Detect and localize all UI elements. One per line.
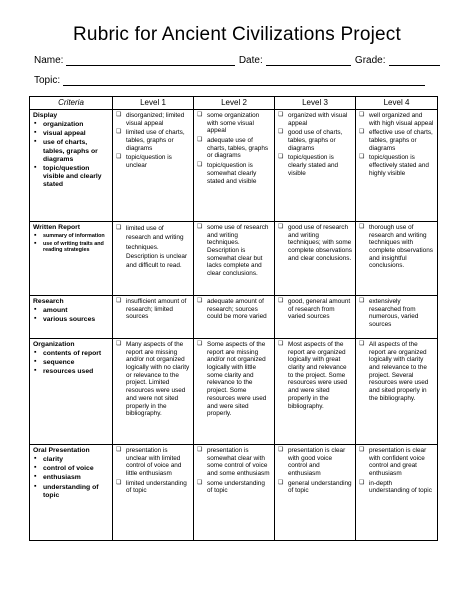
level-cell	[113, 445, 194, 541]
criteria-display	[30, 110, 113, 222]
table-row	[30, 110, 438, 222]
criteria-title: Oral Presentation	[33, 447, 90, 454]
checkbox-item: ❏ good use of research and writing techniques; with some complete observations and clear conclusions.	[288, 224, 352, 262]
checkbox-item: ❏ effective use of charts, tables, graphs or diagrams	[369, 129, 434, 152]
level-cell	[275, 110, 356, 222]
date-field[interactable]	[266, 56, 351, 66]
checkbox-item: ❏ limited use of research and writing techniques. Description is unclear and difficult to read.	[126, 224, 190, 270]
checkbox-item: ❏ presentation is clear with good voice control and enthusiasm	[288, 447, 352, 478]
criteria-bullet: ▪ various sources	[43, 316, 109, 324]
table-row	[30, 222, 438, 296]
criteria-title: Display	[33, 112, 58, 119]
topic-field[interactable]	[63, 76, 425, 86]
checkbox-item: ❏ presentation is somewhat clear with some control of voice and some enthusiasm	[207, 447, 271, 478]
rubric-table	[29, 96, 438, 541]
checkbox-item: ❏ topic/question is clearly stated and visible	[288, 154, 352, 177]
checkbox-item: ❏ organized with visual appeal	[288, 112, 352, 127]
name-field[interactable]	[66, 56, 234, 66]
level-cell	[275, 339, 356, 445]
level-cell	[356, 110, 438, 222]
date-label: Date:	[238, 55, 263, 66]
level-cell	[113, 110, 194, 222]
checkbox-item: ❏ some understanding of topic	[207, 480, 271, 495]
header-level-3: Level 3	[275, 97, 356, 110]
header-level-4: Level 4	[356, 97, 438, 110]
criteria-bullet: ▪ understanding of topic	[43, 484, 109, 500]
checkbox-item: ❏ disorganized; limited visual appeal	[126, 112, 190, 127]
criteria-title: Research	[33, 298, 64, 305]
criteria-bullet: ▪ clarity	[43, 456, 109, 464]
page-title: Rubric for Ancient Civilizations Project	[73, 24, 401, 45]
checkbox-item: ❏ adequate amount of research; sources could be more varied	[207, 298, 271, 321]
level-cell	[113, 339, 194, 445]
checkbox-item: ❏ some organization with some visual appeal	[207, 112, 271, 135]
level-cell	[275, 222, 356, 296]
criteria-bullet: ▪ sequence	[43, 359, 109, 367]
table-row	[30, 296, 438, 339]
checkbox-item: ❏ presentation is clear with confident voice control and great enthusiasm	[369, 447, 434, 478]
level-cell	[194, 110, 275, 222]
criteria-bullet: ▪ summary of information	[43, 233, 109, 239]
grade-label: Grade:	[354, 55, 386, 66]
level-cell	[275, 296, 356, 339]
name-label: Name:	[34, 55, 64, 66]
checkbox-item: ❏ good, general amount of research from varied sources	[288, 298, 352, 321]
level-cell	[113, 222, 194, 296]
checkbox-item: ❏ general understanding of topic	[288, 480, 352, 495]
criteria-title: Written Report	[33, 224, 81, 231]
criteria-bullet: ▪ visual appeal	[43, 130, 109, 138]
header-row	[30, 97, 438, 110]
level-cell	[275, 445, 356, 541]
checkbox-item: ❏ presentation is unclear with limited control of voice and little enthusiasm	[126, 447, 190, 478]
level-cell	[194, 222, 275, 296]
criteria-bullet: ▪ organization	[43, 121, 109, 129]
header-level-1: Level 1	[113, 97, 194, 110]
criteria-organization	[30, 339, 113, 445]
level-cell	[194, 445, 275, 541]
grade-field[interactable]	[389, 56, 441, 66]
checkbox-item: ❏ limited understanding of topic	[126, 480, 190, 495]
checkbox-item: ❏ well organized and with high visual appeal	[369, 112, 434, 127]
name-date-grade-row	[34, 55, 444, 66]
criteria-bullet: ▪ amount	[43, 307, 109, 315]
checkbox-item: ❏ limited use of charts, tables, graphs or diagrams	[126, 129, 190, 152]
table-row	[30, 445, 438, 541]
level-cell	[356, 296, 438, 339]
checkbox-item: ❏ topic/question is effectively stated and highly visible	[369, 154, 434, 177]
level-cell	[194, 339, 275, 445]
criteria-oral-presentation	[30, 445, 113, 541]
criteria-bullet: ▪ topic/question visible and clearly stated	[43, 165, 109, 189]
checkbox-item: ❏ insufficient amount of research; limited sources	[126, 298, 190, 321]
level-cell	[356, 339, 438, 445]
table-row	[30, 339, 438, 445]
checkbox-item: ❏ All aspects of the report are organized logically with clarity and relevance to the project. Several resources were used and sited properly in the bibliography.	[369, 341, 434, 403]
checkbox-item: ❏ topic/question is unclear	[126, 154, 190, 169]
criteria-bullet: ▪ use of writing traits and reading strategies	[43, 241, 109, 254]
criteria-bullet: ▪ enthusiasm	[43, 474, 109, 482]
criteria-bullet: ▪ use of charts, tables, graphs or diagrams	[43, 139, 109, 163]
checkbox-item: ❏ Many aspects of the report are missing and/or not organized logically with no clarity or relevance to the project. Limited resources were used and were not sited properly in the bibliography.	[126, 341, 190, 418]
checkbox-item: ❏ extensively researched from numerous, varied sources	[369, 298, 434, 329]
checkbox-item: ❏ Some aspects of the report are missing and/or not organized logically with little some clarity and relevance to the project. Some resources were used and were sited properly.	[207, 341, 271, 418]
level-cell	[194, 296, 275, 339]
checkbox-item: ❏ in-depth understanding of topic	[369, 480, 434, 495]
header-level-2: Level 2	[194, 97, 275, 110]
level-cell	[356, 222, 438, 296]
topic-row	[34, 75, 444, 86]
level-cell	[356, 445, 438, 541]
checkbox-item: ❏ Most aspects of the report are organized logically with great clarity and relevance to the project. Some resources were used and were sited properly in the bibliography.	[288, 341, 352, 410]
criteria-title: Organization	[33, 341, 75, 348]
checkbox-item: ❏ thorough use of research and writing techniques with complete observations and insightful conclusions.	[369, 224, 434, 270]
criteria-research	[30, 296, 113, 339]
criteria-bullet: ▪ contents of report	[43, 350, 109, 358]
topic-label: Topic:	[34, 75, 61, 86]
checkbox-item: ❏ good use of charts, tables, graphs or diagrams	[288, 129, 352, 152]
checkbox-item: ❏ some use of research and writing techniques. Description is somewhat clear but lacks complete and clear conclusions.	[207, 224, 271, 278]
criteria-bullet: ▪ control of voice	[43, 465, 109, 473]
checkbox-item: ❏ adequate use of charts, tables, graphs or diagrams	[207, 137, 271, 160]
header-criteria: Criteria	[30, 97, 113, 110]
criteria-written-report	[30, 222, 113, 296]
level-cell	[113, 296, 194, 339]
checkbox-item: ❏ topic/question is somewhat clearly stated and visible	[207, 162, 271, 185]
criteria-bullet: ▪ resources used	[43, 368, 109, 376]
